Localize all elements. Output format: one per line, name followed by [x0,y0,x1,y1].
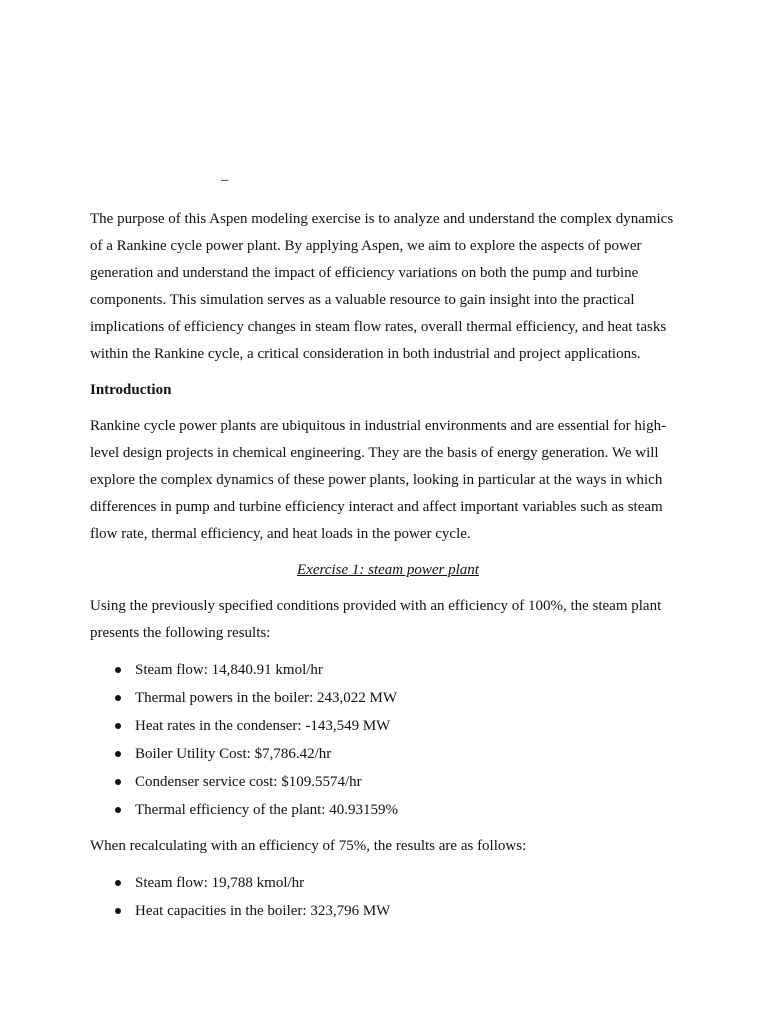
list-item-text: Heat rates in the condenser: -143,549 MW [135,718,391,734]
recalc-intro: When recalculating with an efficiency of 75%, the results are as follows: [90,838,527,854]
header-dash: – [221,172,229,188]
bullet-icon [115,807,121,813]
bullet-icon [115,723,121,729]
purpose-paragraph: The purpose of this Aspen modeling exercise is to analyze and understand the complex dynamics of a Rankine cycle power plant. By applying Aspen, we aim to explore the aspects of power generation and understand the impact of efficiency variations on both the pump and turbine components. This simulation serves as a valuable resource to gain insight into the practical implications of efficiency changes in steam flow rates, overall thermal efficiency, and heat tasks within the Rankine cycle, a critical consideration in both industrial and project applications. [90,211,674,362]
list-item [90,684,686,712]
introduction-heading: Introduction [90,382,172,398]
list-item-text: Thermal efficiency of the plant: 40.93159% [135,802,398,818]
list-item [90,869,686,897]
bullet-icon [115,880,121,886]
list-item [90,656,686,684]
list-item-text: Heat capacities in the boiler: 323,796 MW [135,903,391,919]
list-item [90,712,686,740]
bullet-icon [115,779,121,785]
list-item [90,740,686,768]
bullet-icon [115,667,121,673]
list-item-text: Condenser service cost: $109.5574/hr [135,774,362,790]
exercise-1-title: Exercise 1: steam power plant [297,562,479,578]
list-item-text: Steam flow: 19,788 kmol/hr [135,875,305,891]
introduction-paragraph: Rankine cycle power plants are ubiquitous in industrial environments and are essential for high-level design projects in chemical engineering. They are the basis of energy generation. We will explore the complex dynamics of these power plants, looking in particular at the ways in which differences in pump and turbine efficiency interact and affect important variables such as steam flow rate, thermal efficiency, and heat loads in the power cycle. [90,418,667,542]
list-item-text: Thermal powers in the boiler: 243,022 MW [135,690,398,706]
exercise-1-intro: Using the previously specified conditions provided with an efficiency of 100%, the steam plant presents the following results: [90,598,662,641]
results-75-list [90,869,686,925]
results-100-list [90,656,686,824]
bullet-icon [115,751,121,757]
list-item [90,768,686,796]
bullet-icon [115,695,121,701]
list-item [90,897,686,925]
list-item-text: Steam flow: 14,840.91 kmol/hr [135,662,323,678]
bullet-icon [115,908,121,914]
list-item [90,796,686,824]
document-body [90,206,686,934]
list-item-text: Boiler Utility Cost: $7,786.42/hr [135,746,332,762]
